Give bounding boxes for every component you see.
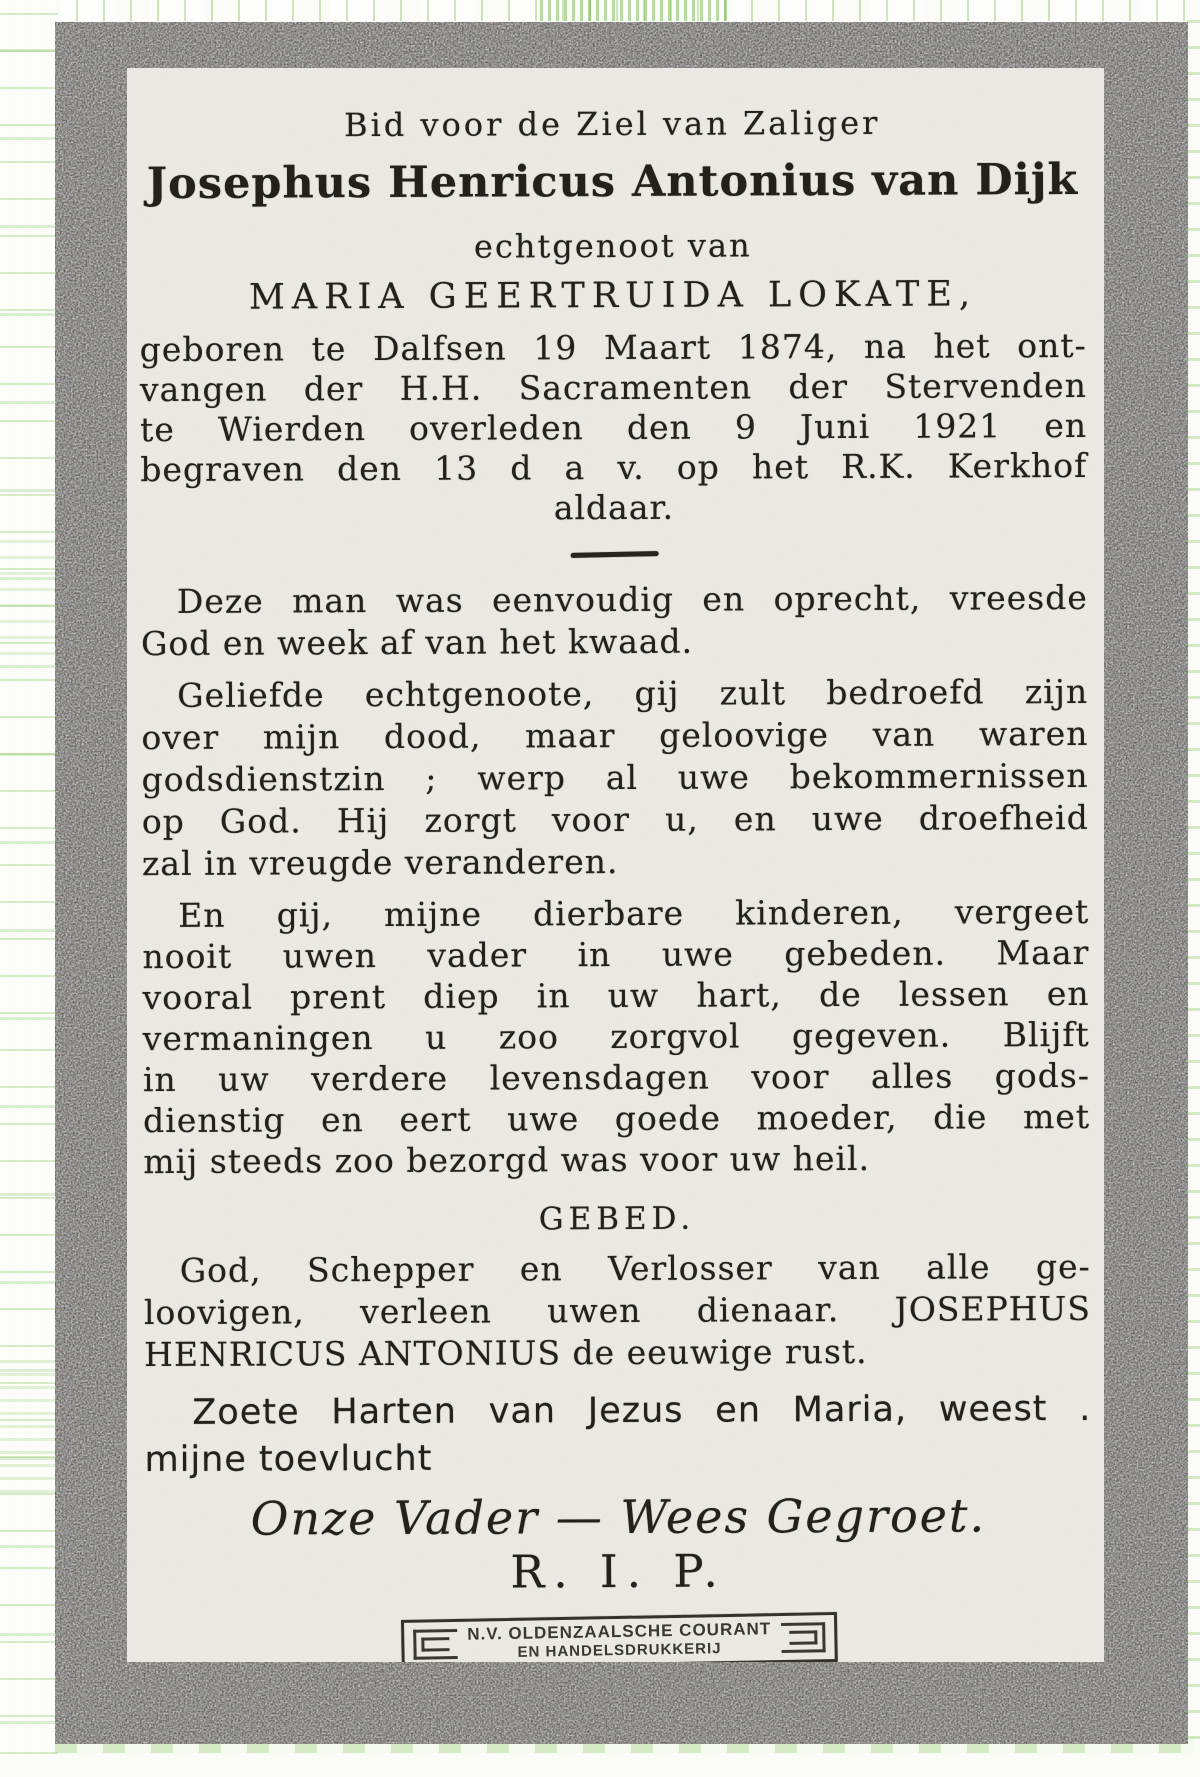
prayer-heading: GEBED. [538,1200,696,1238]
eulogy-paragraph-2 [141,671,1089,885]
text-line: begraven den 13 d a v. op het R.K. Kerkhof [140,445,1088,490]
memorial-card-paper [127,68,1104,1662]
invocation-paragraph [144,1386,1091,1484]
text-line: Geliefde echtgenoote, gij zult bedroefd zijn [177,671,1089,715]
text-line: zal in vreugde veranderen. [141,841,619,884]
deceased-name: Josephus Henricus Antonius van Dijk [146,154,1079,210]
printer-name-line2: EN HANDELSDRUKKERIJ [516,1640,722,1661]
printer-mark [400,1612,837,1662]
spouse-name: MARIA GEERTRUIDA LOKATE, [248,274,978,318]
intro-line: Bid voor de Ziel van Zaliger [344,103,881,145]
text-line: nooit uwen vader in uwe gebeden. Maar [142,932,1090,977]
bracket-ornament-icon [413,1629,458,1660]
text-line: Deze man was eenvoudig en oprecht, vreesde [176,577,1088,621]
text-line: mij steeds zoo bezorgd was voor uw heil. [143,1138,871,1182]
text-line: God, Schepper en Verlosser van alle ge- [179,1246,1091,1290]
text-line: mijne toevlucht [144,1438,433,1481]
text-line: Zoete Harten van Jezus en Maria, weest . [192,1388,1092,1433]
text-line: loovigen, verleen uwen dienaar. JOSEPHUS [143,1288,1092,1333]
printer-name-line1: N.V. OLDENZAALSCHE COURANT [466,1619,771,1644]
text-line: godsdienstzin ; werp al uwe bekommernissen [141,755,1089,800]
mourning-card-frame [55,22,1188,1744]
text-line: geboren te Dalfsen 19 Maart 1874, na het ont- [139,325,1087,370]
eulogy-paragraph-3 [142,891,1090,1182]
bracket-inner [421,1637,449,1652]
text-line: vermaningen u zoo zorgvol gegeven. Blijft [142,1014,1090,1059]
scan-artifact-left-strip [0,0,58,1760]
relation-line: echtgenoot van [473,226,752,266]
scan-artifact-top-patch [540,0,730,21]
vitals-paragraph [140,326,1088,530]
text-line: God en week af van het kwaad. [140,621,694,664]
scan-artifact-top-strip [60,0,1190,21]
prayer-paragraph [144,1246,1092,1376]
text-line: aldaar. [553,487,675,528]
text-line: En gij, mijne dierbare kinderen, vergeet [178,891,1090,935]
bracket-ornament-icon [781,1622,826,1653]
text-line: over mijn dood, maar geloovige van waren [141,713,1089,758]
text-line: op God. Hij zorgt voor u, en uwe droefheid [141,797,1089,842]
text-line: vangen der H.H. Sacramenten der Stervenden [139,365,1087,410]
text-line: te Wierden overleden den 9 Juni 1921 en [140,405,1088,450]
scan-artifact-right-strip [1187,20,1200,1740]
text-line: in uw verdere levensdagen voor alles gods- [142,1055,1091,1100]
text-line: HENRICUS ANTONIUS de eeuwige rust. [144,1331,868,1375]
section-divider [570,551,658,558]
card-text-content [127,68,1104,1662]
bracket-inner [789,1630,817,1645]
text-line: dienstig en eert uwe goede moeder, die met [143,1096,1091,1141]
eulogy-paragraph-1 [141,577,1088,665]
text-line: vooral prent diep in uw hart, de lessen en [142,973,1090,1018]
printer-name [467,1619,772,1662]
closing-prayers-line: Onze Vader — Wees Gegroet. [250,1488,987,1546]
rip-line: R. I. P. [510,1544,727,1599]
